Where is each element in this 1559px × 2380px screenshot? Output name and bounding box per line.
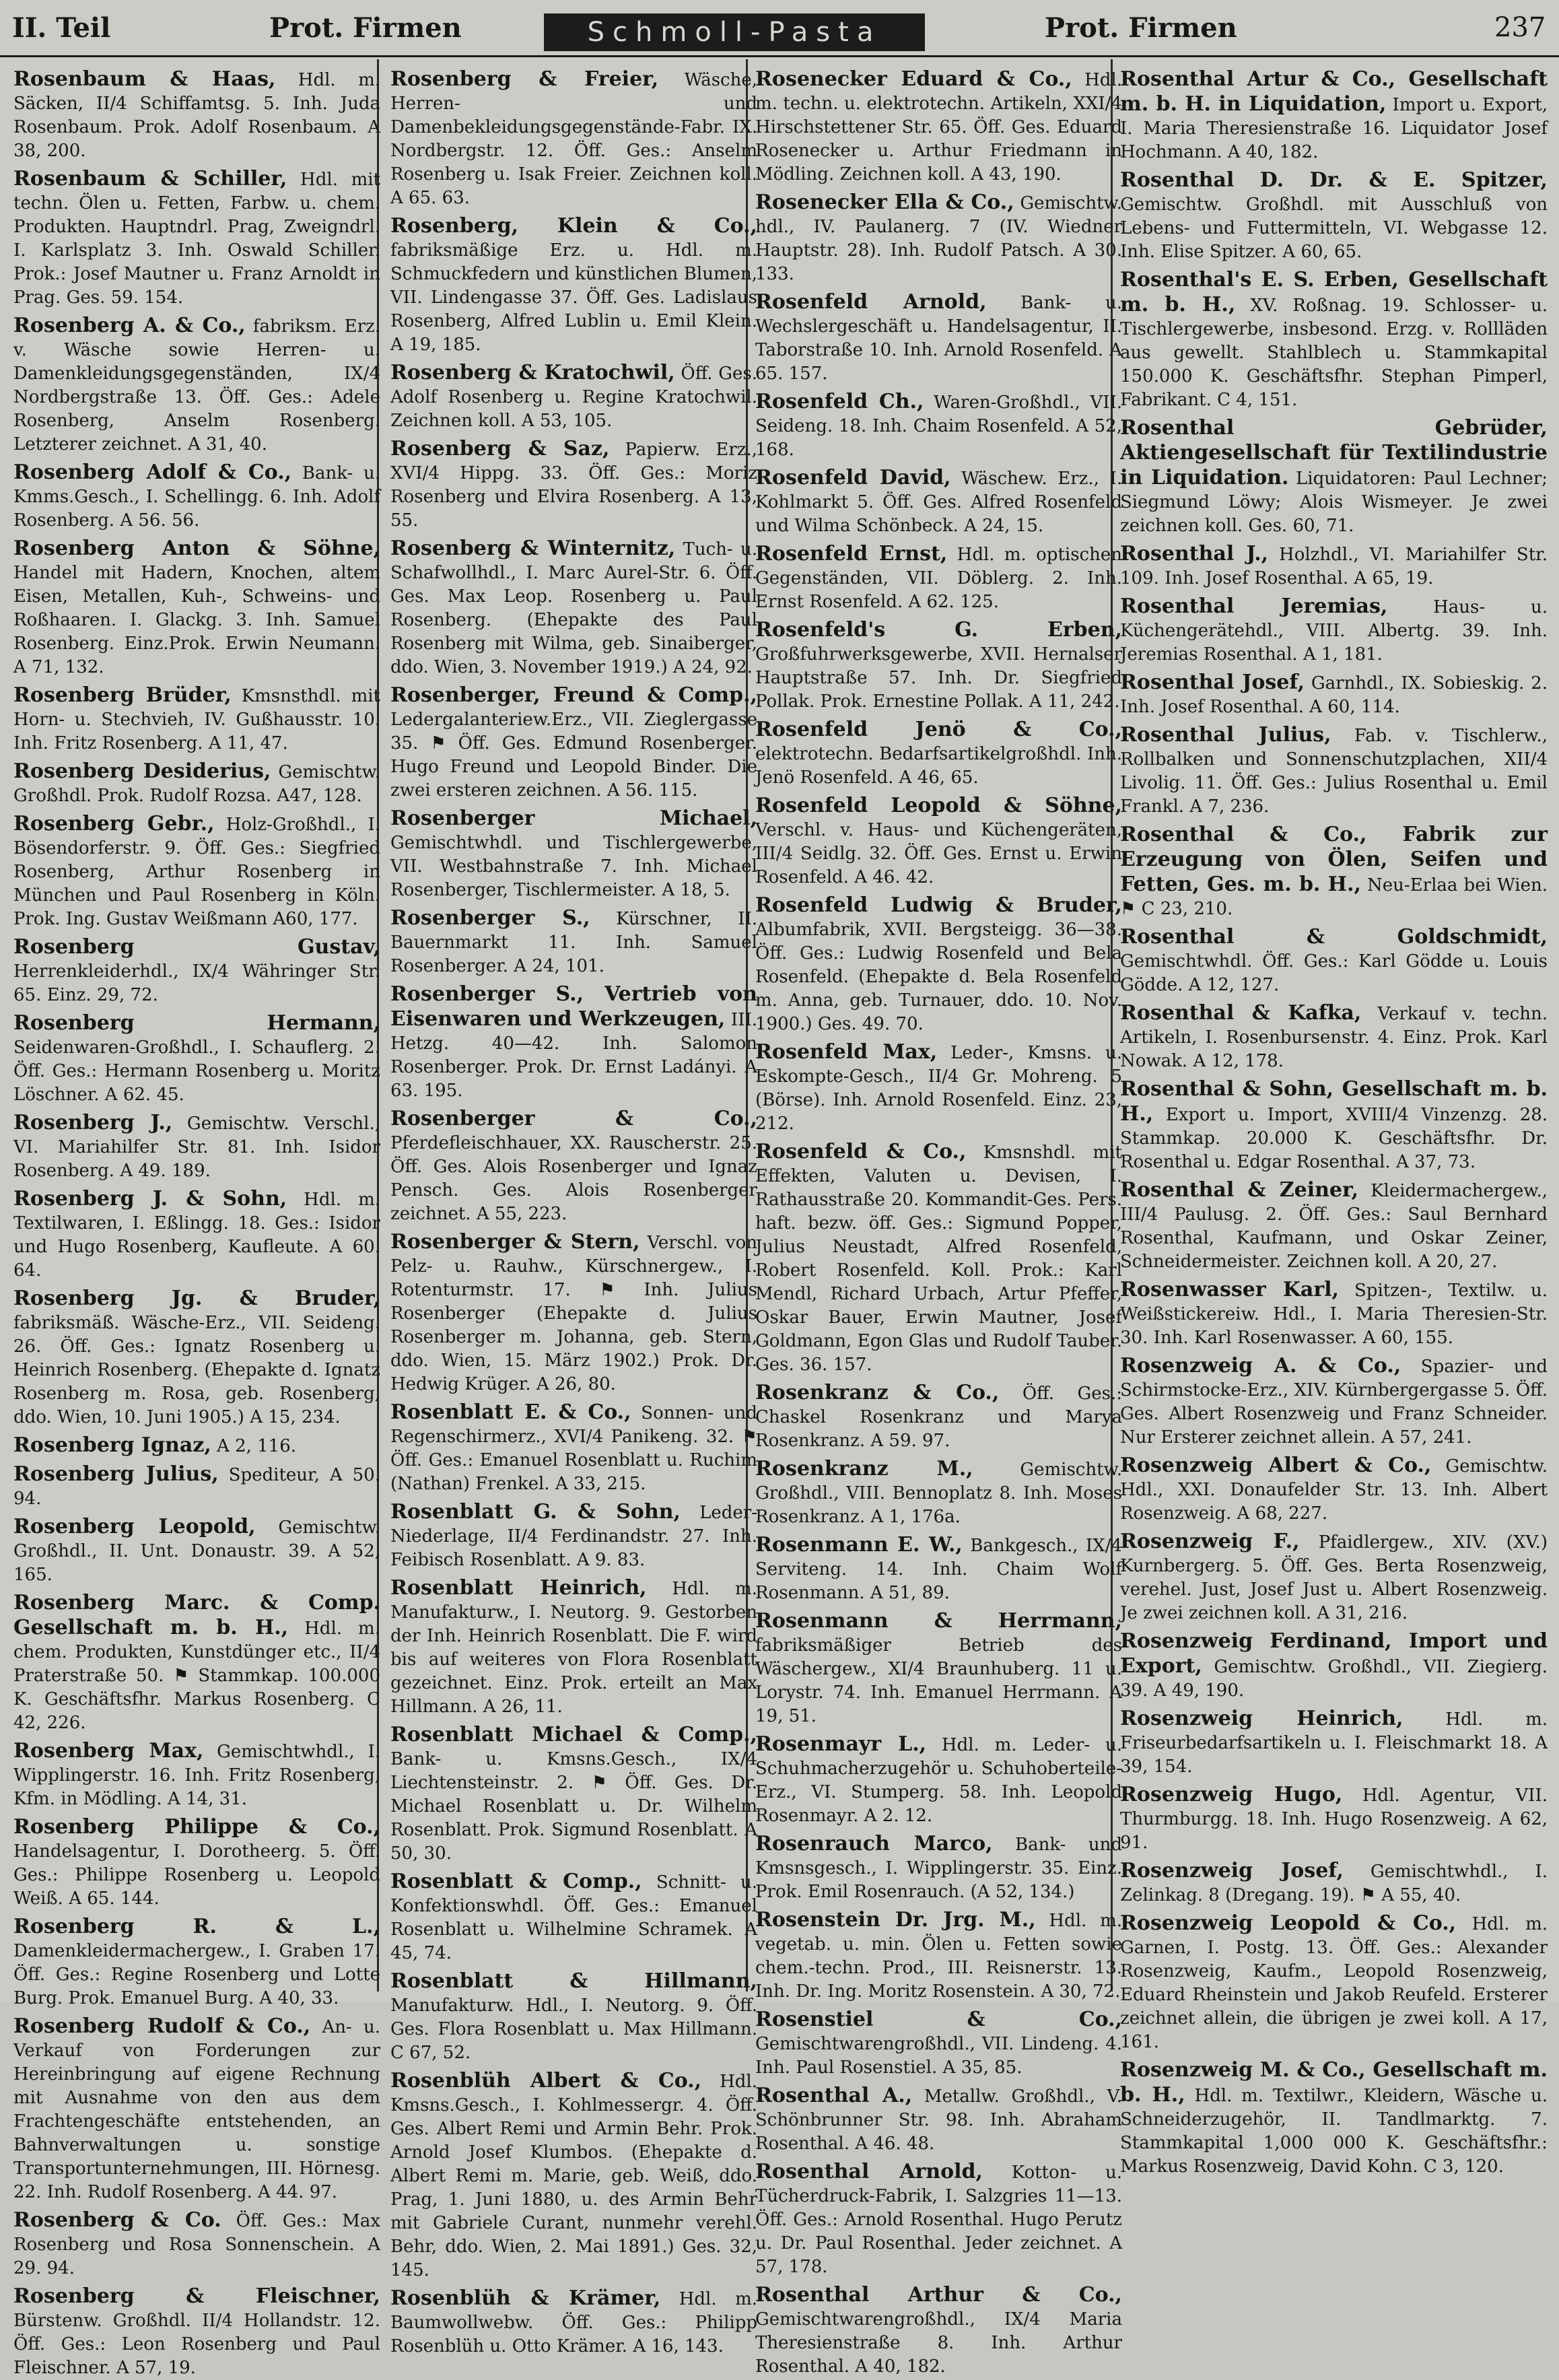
firm-details: Gemischtwhdl., I. Zelinkag. 8 (Dregang. 19). ⚑ A 55, 40. — [1120, 1862, 1548, 1905]
firm-name: Rosenzweig Leopold & Co., — [1120, 1911, 1457, 1935]
directory-entry — [755, 2008, 1122, 2080]
firm-details: Gemischtw. hdl., IV. Paulanerg. 7 (IV. Wiedner Hauptstr. 28). Inh. Rudolf Patsch. A 30. 133. — [755, 193, 1122, 284]
firm-name: Rosenthal & Sohn, Gesellschaft m. b. H., — [1120, 1077, 1548, 1126]
firm-details: Holz-Großhdl., I. Bösendorferstr. 9. Öff. Ges.: Siegfried Rosenberg, Arthur Rosenberg in München und Paul Rosenberg in Köln. Prok. Ing. Gustav Weißmann A60, 177. — [13, 815, 380, 929]
firm-details: Seidenwaren-Großhdl., I. Schauflerg. 2. Öff. Ges.: Hermann Rosenberg u. Moritz Löschner. A 62. 45. — [13, 1038, 380, 1105]
firm-name: Rosenberg, Klein & Co., — [390, 214, 757, 238]
firm-name: Rosenstiel & Co., — [755, 2008, 1122, 2031]
firm-details: Gemischtw. Großhdl., VII. Ziegierg. 39. A 49, 190. — [1120, 1657, 1548, 1701]
firm-name: Rosenberg J. & Sohn, — [13, 1187, 287, 1211]
firm-name: Rosenberg Desiderius, — [13, 759, 271, 783]
firm-details: Hdl. m. Baumwollwebw. Öff. Ges.: Philipp Rosenblüh u. Otto Krämer. A 16, 143. — [390, 2289, 757, 2356]
directory-entry — [390, 1400, 757, 1496]
directory-entry — [13, 759, 380, 808]
directory-entry — [1120, 1911, 1548, 2054]
firm-details: Großfuhrwerksgewerbe, XVII. Hernalser Hauptstraße 57. Inh. Dr. Siegfried Pollak. Prok. Ernestine Pollak. A 11, 242. — [755, 644, 1122, 712]
directory-entry — [390, 67, 757, 210]
directory-entry — [13, 2014, 380, 2204]
firm-details: Gemischtw. Verschl., VI. Mariahilfer Str. 81. Inh. Isidor Rosenberg. A 49. 189. — [13, 1114, 380, 1181]
directory-entry — [13, 935, 380, 1007]
firm-details: Hdl. m. vegetab. u. min. Ölen u. Fetten sowie chem.-techn. Prod., III. Reisnerstr. 13. Inh. Dr. Ing. Moritz Rosenstein. A 30, 72. — [755, 1911, 1122, 2002]
firm-details: Spitzen-, Textilw. u. Weißstickereiw. Hdl., I. Maria Theresien-Str. 30. Inh. Karl Rosenwasser. A 60, 155. — [1120, 1281, 1548, 1348]
firm-name: Rosenberg Adolf & Co., — [13, 461, 292, 484]
firm-name: Rosenmann & Herrmann, — [755, 1609, 1122, 1633]
directory-entry — [13, 1187, 380, 1283]
directory-entry — [1120, 1001, 1548, 1073]
directory-entry — [13, 1111, 380, 1183]
firm-name: Rosenblüh Albert & Co., — [390, 2069, 702, 2093]
firm-details: Damenkleidermachergew., I. Graben 17. Öff. Ges.: Regine Rosenberg und Lotte Burg. Prok. Emanuel Burg. A 40, 33. — [13, 1941, 380, 2008]
firm-name: Rosenberg & Fleischner, — [13, 2284, 380, 2308]
firm-name: Rosenberg J., — [13, 1111, 173, 1134]
firm-details: Albumfabrik, XVII. Bergsteigg. 36—38. Öff. Ges.: Ludwig Rosenfeld und Bela Rosenfeld. (Ehepakte d. Bela Rosenfeld m. Anna, geb. Turnauer, ddo. 10. Nov. 1900.) Ges. 49. 70. — [755, 920, 1122, 1034]
firm-name: Rosenfeld's G. Erben, — [755, 618, 1122, 642]
firm-details: Spediteur, A 50. 94. — [13, 1465, 380, 1509]
directory-entry — [755, 67, 1122, 186]
firm-details: Hdl. m. Garnen, I. Postg. 13. Öff. Ges.: Alexander Rosenzweig, Kaufm., Leopold Rosenzweig, Eduard Rheinstein und Jakob Reufeld. Ersterer zeichnet allein, die übrigen je zwei koll. A 17, 161. — [1120, 1914, 1548, 2052]
firm-details: Leder-Niederlage, II/4 Ferdinandstr. 27. Inh. Feibisch Rosenblatt. A 9. 83. — [390, 1503, 757, 1570]
firm-name: Rosenfeld Ernst, — [755, 542, 948, 566]
firm-name: Rosenzweig A. & Co., — [1120, 1354, 1401, 1378]
firm-details: Kotton- u. Tücherdruck-Fabrik, I. Salzgries 11—13. Öff. Ges.: Arnold Rosenthal. Hugo Perutz u. Dr. Paul Rosenthal. Jeder zeichnet. A 57, 178. — [755, 2163, 1122, 2277]
firm-details: Holzhdl., VI. Mariahilfer Str. 109. Inh. Josef Rosenthal. A 65, 19. — [1120, 545, 1548, 588]
firm-name: Rosenrauch Marco, — [755, 1832, 993, 1856]
firm-details: Wäsche, Herren- und Damenbekleidungsgegenstände-Fabr. IX. Nordbergstr. 12. Öff. Ges.: Anselm Rosenberg u. Isak Freier. Zeichnen koll. A 65. 63. — [390, 70, 757, 208]
firm-details: Hdl. m. Friseurbedarfsartikeln u. I. Fleischmarkt 18. A 39, 154. — [1120, 1709, 1548, 1777]
directory-entry — [390, 1230, 757, 1396]
firm-details: Schnitt- u. Konfektionswhdl. Öff. Ges.: Emanuel Rosenblatt u. Wilhelmine Schramek. A 45, 74. — [390, 1872, 757, 1963]
firm-name: Rosenberg & Co. — [13, 2208, 221, 2232]
directory-entry — [13, 1011, 380, 1107]
firm-name: Rosenberg Marc. & Comp. Gesellschaft m. b. H., — [13, 1591, 380, 1639]
firm-details: Kürschner, II. Bauernmarkt 11. Inh. Samuel Rosenberger. A 24, 101. — [390, 909, 757, 976]
firm-name: Rosenberg Brüder, — [13, 683, 232, 707]
firm-name: Rosenberg R. & L., — [13, 1915, 380, 1938]
firm-name: Rosenberger & Co., — [390, 1107, 757, 1130]
firm-details: Gemischtw. Großhdl., VIII. Bennoplatz 8. Inh. Moses Rosenkranz. A 1, 176a. — [755, 1460, 1122, 1527]
firm-name: Rosenfeld Ludwig & Bruder, — [755, 893, 1122, 917]
firm-details: Garnhdl., IX. Sobieskig. 2. Inh. Josef Rosenthal. A 60, 114. — [1120, 673, 1548, 717]
firm-details: Metallw. Großhdl., V. Schönbrunner Str. 98. Inh. Abraham Rosenthal. A 46. 48. — [755, 2086, 1123, 2154]
firm-details: Pferdefleischhauer, XX. Rauscherstr. 25. Öff. Ges. Alois Rosenberger und Ignaz Pensch. Ges. Alois Rosenberger zeichnet. A 55, 223. — [390, 1133, 757, 1224]
firm-name: Rosenblatt Heinrich, — [390, 1576, 647, 1600]
firm-name: Rosenzweig Hugo, — [1120, 1783, 1343, 1806]
firm-details: Öff. Ges. Adolf Rosenberg u. Regine Kratochwil. Zeichnen koll. A 53, 105. — [390, 364, 758, 431]
firm-details: Herrenkleiderhdl., IX/4 Währinger Str. 65. Einz. 29, 72. — [13, 961, 380, 1005]
firm-name: Rosenthal's E. S. Erben, Gesellschaft m. b. H., — [1120, 268, 1548, 316]
directory-entry — [13, 1815, 380, 1911]
firm-details: Hdl. mit techn. Ölen u. Fetten, Farbw. u. chem. Produkten. Hauptndrl. Prag, Zweigndrl. I. Karlsplatz 3. Inh. Oswald Schiller. Prok.: Josef Mautner u. Franz Arnoldt in Prag. Ges. 59. 154. — [13, 170, 380, 308]
directory-entry — [390, 537, 757, 679]
firm-details: Papierw. Erz., XVI/4 Hippg. 33. Öff. Ges.: Moriz Rosenberg und Elvira Rosenberg. A 13, 55. — [390, 440, 757, 531]
directory-entry — [755, 1908, 1122, 2004]
directory-entry — [755, 1732, 1122, 1828]
firm-details: elektrotechn. Bedarfsartikelgroßhdl. Inh. Jenö Rosenfeld. A 46, 65. — [755, 744, 1122, 788]
firm-details: Neu-Erlaa bei Wien. ⚑ C 23, 210. — [1120, 875, 1548, 919]
firm-name: Rosenberg Gustav, — [13, 935, 380, 959]
firm-name: Rosenmann E. W., — [755, 1533, 963, 1557]
directory-entry — [1120, 671, 1548, 719]
firm-details: Öff. Ges.: Max Rosenberg und Rosa Sonnenschein. A 29. 94. — [13, 2211, 380, 2278]
firm-name: Rosenkranz & Co., — [755, 1381, 1000, 1404]
directory-entry — [755, 390, 1122, 462]
firm-details: Wäschew. Erz., I. Kohlmarkt 5. Öff. Ges. Alfred Rosenfeld und Wilma Schönbeck. A 24, 15. — [755, 469, 1122, 536]
firm-details: Bank- u. Wechslergeschäft u. Handelsagentur, II. Taborstraße 10. Inh. Arnold Rosenfeld. A 65. 157. — [755, 293, 1122, 384]
directory-entry — [13, 683, 380, 755]
directory-entry — [755, 1381, 1122, 1453]
directory-entry — [390, 982, 757, 1103]
firm-name: Rosenbaum & Schiller, — [13, 167, 287, 191]
firm-name: Rosenblatt E. & Co., — [390, 1400, 631, 1424]
firm-details: Gemischtwarengroßhdl., IX/4 Maria Theresienstraße 8. Inh. Arthur Rosenthal. A 40, 182. — [755, 2309, 1122, 2377]
directory-entry — [1120, 67, 1548, 164]
firm-details: Verkauf v. techn. Artikeln, I. Rosenbursenstr. 4. Einz. Prok. Karl Nowak. A 12, 178. — [1120, 1004, 1548, 1071]
firm-name: Rosenzweig Albert & Co., — [1120, 1454, 1432, 1477]
directory-entry — [755, 618, 1122, 714]
firm-details: Gemischtw. Großhdl. Prok. Rudolf Rozsa. A47, 128. — [13, 762, 380, 806]
firm-name: Rosenberg & Kratochwil, — [390, 361, 675, 384]
firm-name: Rosenberg Rudolf & Co., — [13, 2014, 311, 2038]
firm-details: Pfaidlergew., XIV. (XV.) Kurnbergerg. 5. Öff. Ges. Berta Rosenzweig, verehel. Just, Josef Just u. Albert Rosenzweig. Je zwei zeichnen koll. A 31, 216. — [1120, 1532, 1548, 1623]
firm-details: Bürstenw. Großhdl. II/4 Hollandstr. 12. Öff. Ges.: Leon Rosenberg und Paul Fleischner. A 57, 19. — [13, 2311, 380, 2378]
firm-details: Gemischtwhdl. Öff. Ges.: Karl Gödde u. Louis Gödde. A 12, 127. — [1120, 951, 1548, 995]
directory-entry — [13, 1591, 380, 1735]
firm-details: Bank- und Kmsnsgesch., I. Wipplingerstr. 35. Einz. Prok. Emil Rosenrauch. (A 52, 134.) — [755, 1835, 1122, 1902]
directory-entry — [390, 2286, 757, 2358]
directory-entry — [390, 2069, 757, 2282]
firm-name: Rosenmayr L., — [755, 1732, 927, 1756]
firm-details: An- u. Verkauf von Forderungen zur Hereinbringung auf eigene Rechnung mit Ausnahme von den aus dem Frachtengeschäfte entstehenden, an Bahnverwaltungen u. sonstige Transportunternehmungen, III. Hörnesg. 22. Inh. Rudolf Rosenberg. A 44. 97. — [13, 2017, 380, 2202]
directory-entry — [1120, 723, 1548, 819]
firm-details: Hdl. m. Textilwaren, I. Eßlingg. 18. Ges.: Isidor und Hugo Rosenberg, Kaufleute. A 60. 64. — [13, 1190, 380, 1281]
firm-name: Rosenfeld & Co., — [755, 1140, 967, 1163]
firm-name: Rosenfeld Max, — [755, 1040, 938, 1064]
directory-entry — [13, 67, 380, 163]
firm-details: Tuch- u. Schafwollhdl., I. Marc Aurel-Str. 6. Öff. Ges. Max Leop. Rosenberg u. Paul Rosenberg. (Ehepakte des Paul Rosenberg mit Wilma, geb. Sinaiberger, ddo. Wien, 3. November 1919.) A 24, 92. — [390, 539, 757, 677]
firm-name: Rosenzweig Ferdinand, Import und Export, — [1120, 1629, 1548, 1678]
directory-entry — [13, 1433, 380, 1458]
firm-name: Rosenthal Jeremias, — [1120, 594, 1388, 618]
directory-entry — [1120, 1783, 1548, 1855]
directory-entry — [1120, 1178, 1548, 1274]
firm-details: Liquidatoren: Paul Lechner; Siegmund Löwy; Alois Wismeyer. Je zwei zeichnen koll. Ges. 60, 71. — [1120, 469, 1548, 536]
directory-entry — [1120, 168, 1548, 264]
directory-entry — [1120, 1454, 1548, 1526]
firm-name: Rosenfeld Ch., — [755, 390, 924, 413]
firm-name: Rosenthal Artur & Co., Gesellschaft m. b. H. in Liquidation, — [1120, 67, 1548, 116]
firm-name: Rosenberg Gebr., — [13, 812, 215, 836]
firm-details: Hdl. Kmsns.Gesch., I. Kohlmessergr. 4. Öff. Ges. Albert Remi und Armin Behr. Prok. Arnold Josef Klumbos. (Ehepakte d. Albert Remi m. Marie, geb. Weiß, ddo. Prag, 1. Juni 1880, u. des Armin Behr mit Gabriele Curant, nunmehr verehl. Behr, ddo. Wien, 2. Mai 1891.) Ges. 32, 145. — [390, 2072, 757, 2280]
firm-details: Fab. v. Tischlerw., Rollbalken und Sonnenschutzplachen, XII/4 Livolig. 11. Öff. Ges.: Julius Rosenthal u. Emil Frankl. A 7, 236. — [1120, 726, 1548, 817]
firm-details: XV. Roßnag. 19. Schlosser- u. Tischlergewerbe, insbesond. Erzg. v. Rollläden aus gewellt. Stahlblech u. Stammkapital 150.000 K. Geschäftsfhr. Stephan Pimperl, Fabrikant. C 4, 151. — [1120, 296, 1548, 410]
firm-details: Haus- u. Küchengerätehdl., VIII. Albertg. 39. Inh. Jeremias Rosenthal. A 1, 181. — [1120, 597, 1548, 665]
firm-details: Hdl. m. techn. u. elektrotechn. Artikeln, XXI/4 Hirschstettener Str. 65. Öff. Ges. Eduard Rosenecker u. Arthur Friedmann in Mödling. Zeichnen koll. A 43, 190. — [755, 70, 1122, 184]
firm-name: Rosenberg & Winternitz, — [390, 537, 676, 560]
firm-name: Rosenthal Arnold, — [755, 2160, 983, 2183]
directory-entry — [755, 191, 1122, 286]
directory-entry — [1120, 2058, 1548, 2179]
firm-details: Handel mit Hadern, Knochen, altem Eisen, Metallen, Kuh-, Schweins- und Roßhaaren. I. Glackg. 3. Inh. Samuel Rosenberg. Einz.Prok. Erwin Neumann. A 71, 132. — [13, 563, 380, 677]
directory-entry — [13, 167, 380, 310]
firm-details: Manufakturw. Hdl., I. Neutorg. 9. Öff. Ges. Flora Rosenblatt u. Max Hillmann. C 67, 52. — [390, 1996, 757, 2063]
firm-details: Gemischtwarengroßhdl., VII. Lindeng. 4. Inh. Paul Rosenstiel. A 35, 85. — [755, 2034, 1122, 2078]
directory-entry — [13, 1515, 380, 1587]
firm-name: Rosenthal & Co., Fabrik zur Erzeugung von Ölen, Seifen und Fetten, Ges. m. b. H., — [1120, 823, 1548, 896]
firm-details: Import u. Export, I. Maria Theresienstraße 16. Liquidator Josef Hochmann. A 40, 182. — [1120, 95, 1548, 162]
directory-column-3 — [755, 67, 1123, 2377]
firm-name: Rosenberg Julius, — [13, 1462, 219, 1486]
page-number: 237 — [1494, 12, 1546, 43]
firm-name: Rosenblatt Michael & Comp., — [390, 1723, 757, 1746]
firm-name: Rosenberg Philippe & Co., — [13, 1815, 380, 1839]
directory-entry — [755, 893, 1122, 1036]
directory-entry — [1120, 1077, 1548, 1174]
firm-name: Rosenfeld Jenö & Co., — [755, 718, 1122, 741]
directory-entry — [13, 2208, 380, 2280]
firm-details: Gemischtwhdl., I. Wipplingerstr. 16. Inh. Fritz Rosenberg, Kfm. in Mödling. A 14, 31. — [13, 1742, 380, 1809]
directory-entry — [755, 1140, 1122, 1377]
directory-entry — [755, 1609, 1122, 1728]
directory-entry — [755, 794, 1122, 889]
directory-entry — [1120, 268, 1548, 412]
directory-entry — [755, 1832, 1122, 1904]
firm-name: Rosenthal & Kafka, — [1120, 1001, 1362, 1025]
firm-name: Rosenberger, Freund & Comp., — [390, 683, 757, 707]
directory-column-2 — [390, 67, 758, 2356]
firm-name: Rosenbaum & Haas, — [13, 67, 276, 91]
directory-entry — [755, 290, 1122, 386]
firm-details: fabriksmäßiger Betrieb des Wäschergew., XI/4 Braunhuberg. 11 u. Lorystr. 74. Inh. Emanuel Herrmann. A 19, 51. — [755, 1635, 1122, 1726]
firm-details: Leder-, Kmsns. u. Eskompte-Gesch., II/4 Gr. Mohreng. 5 (Börse). Inh. Arnold Rosenfeld. Einz. 23, 212. — [755, 1043, 1122, 1134]
firm-name: Rosenthal Julius, — [1120, 723, 1331, 747]
firm-details: Gemischtw. Großhdl., II. Unt. Donaustr. 39. A 52, 165. — [13, 1518, 380, 1585]
firm-name: Rosenberg & Saz, — [390, 437, 610, 461]
directory-entry — [390, 906, 757, 978]
directory-entry — [1120, 542, 1548, 590]
firm-name: Rosenblatt G. & Sohn, — [390, 1500, 681, 1524]
firm-details: Kleidermachergew., III/4 Paulusg. 2. Öff. Ges.: Saul Bernhard Rosenthal, Kaufmann, und Oskar Zeiner, Schneidermeister. Zeichnen koll. A 20, 27. — [1120, 1181, 1548, 1272]
firm-details: Hdl. m. Textilwr., Kleidern, Wäsche u. Schneiderzugehör, II. Tandlmarktg. 7. Stammkapital 1,000 000 K. Geschäftsfhr.: Markus Rosenzweig, David Kohn. C 3, 120. — [1120, 2086, 1548, 2177]
firm-name: Rosenthal & Zeiner, — [1120, 1178, 1359, 1202]
firm-details: fabriksmäß. Wäsche-Erz., VII. Seideng. 26. Öff. Ges.: Ignatz Rosenberg u. Heinrich Rosenberg. (Ehepakte d. Ignatz Rosenberg m. Rosa, geb. Rosenberg, ddo. Wien, 10. Juni 1905.) A 15, 234. — [13, 1313, 380, 1427]
firm-name: Rosenthal Gebrüder, Aktiengesellschaft für Textilindustrie in Liquidation. — [1120, 416, 1548, 489]
firm-name: Rosenzweig Heinrich, — [1120, 1707, 1404, 1730]
firm-details: III. Hetzg. 40—42. Inh. Salomon Rosenberger. Prok. Dr. Ernst Ladányi. A 63. 195. — [390, 1010, 758, 1101]
firm-details: Verschl. v. Haus- und Küchengeräten, III/4 Seidlg. 32. Öff. Ges. Ernst u. Erwin Rosenfeld. A 46. 42. — [755, 820, 1122, 887]
firm-name: Rosenecker Ella & Co., — [755, 191, 1014, 214]
firm-details: Bankgesch., IX/4 Serviteng. 14. Inh. Chaim Wolf Rosenmann. A 51, 89. — [755, 1536, 1122, 1603]
firm-details: Waren-Großhdl., VII. Seideng. 18. Inh. Chaim Rosenfeld. A 52, 168. — [755, 393, 1122, 460]
firm-details: Hdl. m. Leder- u. Schuhmacherzugehör u. Schuhoberteile-Erz., VI. Stumperg. 58. Inh. Leopold Rosenmayr. A 2. 12. — [755, 1735, 1123, 1826]
firm-name: Rosenwasser Karl, — [1120, 1278, 1339, 1301]
page-header — [0, 0, 1559, 57]
directory-entry — [755, 2084, 1122, 2156]
firm-name: Rosenberg Jg. & Bruder, — [13, 1287, 380, 1310]
firm-details: Spazier- und Schirmstocke-Erz., XIV. Kürnbergergasse 5. Öff. Ges. Albert Rosenzweig und Franz Schneider. Nur Ersterer zeichnet allein. A 57, 241. — [1120, 1357, 1548, 1448]
directory-entry — [13, 537, 380, 679]
firm-details: fabriksm. Erz. v. Wäsche sowie Herren- u. Damenkleidungsgegenständen, IX/4 Nordbergstraße 13. Öff. Ges.: Adele Rosenberg, Anselm Rosenberg. Letzterer zeichnet. A 31, 40. — [13, 316, 380, 454]
directory-entry — [755, 2283, 1122, 2379]
firm-details: Handelsagentur, I. Dorotheerg. 5. Öff. Ges.: Philippe Rosenberg u. Leopold Weiß. A 65. 144. — [13, 1841, 380, 1909]
firm-details: Hdl. Agentur, VII. Thurmburgg. 18. Inh. Hugo Rosenzweig. A 62, 91. — [1120, 1786, 1548, 1853]
firm-details: Sonnen- und Regenschirmerz., XVI/4 Panikeng. 32. ⚑ Öff. Ges.: Emanuel Rosenblatt u. Ruchim (Nathan) Frenkel. A 33, 215. — [390, 1403, 758, 1494]
directory-entry — [755, 718, 1122, 790]
firm-name: Rosenberger S., — [390, 906, 590, 930]
directory-entry — [755, 1040, 1122, 1136]
directory-column-4 — [1120, 67, 1548, 2177]
directory-entry — [13, 1462, 380, 1511]
firm-details: Hdl. m. Säcken, II/4 Schiffamtsg. 5. Inh. Juda Rosenbaum. Prok. Adolf Rosenbaum. A 38, 200. — [13, 70, 380, 161]
directory-entry — [390, 1723, 757, 1866]
directory-entry — [1120, 925, 1548, 997]
firm-details: Verschl. von Pelz- u. Rauhw., Kürschnergew., I. Rotenturmstr. 17. ⚑ Inh. Julius Rosenberger (Ehepakte d. Julius Rosenberger m. Johanna, geb. Stern, ddo. Wien, 15. März 1902.) Prok. Dr. Hedwig Krüger. A 26, 80. — [390, 1233, 757, 1394]
directory-entry — [755, 2160, 1122, 2279]
firm-name: Rosenberg Hermann, — [13, 1011, 380, 1035]
firm-name: Rosenblatt & Comp., — [390, 1870, 642, 1893]
directory-entry — [755, 1533, 1122, 1605]
firm-details: Kmsnshdl. mit Effekten, Valuten u. Devisen, I. Rathausstraße 20. Kommandit-Ges. Pers. haft. bezw. öff. Ges.: Sigmund Popper, Julius Neustadt, Alfred Rosenfeld, Robert Rosenfeld. Koll. Prok.: Karl Mendl, Richard Urbach, Artur Pfeffer, Oskar Bauer, Erwin Mautner, Josef Goldmann, Egon Glas und Rudolf Tauber. Ges. 36. 157. — [755, 1143, 1122, 1375]
firm-name: Rosenthal D. Dr. & E. Spitzer, — [1120, 168, 1548, 192]
firm-name: Rosenecker Eduard & Co., — [755, 67, 1072, 91]
directory-entry — [13, 812, 380, 931]
firm-name: Rosenberger & Stern, — [390, 1230, 640, 1254]
section-title-right: Prot. Firmen — [1045, 12, 1237, 44]
directory-entry — [13, 1287, 380, 1429]
firm-details: Gemischtw. Großhdl. mit Ausschluß von Lebens- und Futtermitteln, VI. Webgasse 12. Inh. Elise Spitzer. A 60, 65. — [1120, 195, 1548, 262]
directory-entry — [13, 314, 380, 456]
firm-details: Export u. Import, XVIII/4 Vinzenzg. 28. Stammkap. 20.000 K. Geschäftsfhr. Dr. Rosenthal u. Edgar Rosenthal. A 37, 73. — [1120, 1105, 1548, 1172]
firm-name: Rosenberg Ignaz, — [13, 1433, 211, 1457]
firm-details: Kmsnsthdl. mit Horn- u. Stechvieh, IV. Gußhausstr. 10. Inh. Fritz Rosenberg. A 11, 47. — [13, 686, 381, 753]
firm-details: Gemischtw. Hdl., XXI. Donaufelder Str. 13. Inh. Albert Rosenzweig. A 68, 227. — [1120, 1456, 1548, 1524]
firm-name: Rosenthal J., — [1120, 542, 1269, 566]
firm-name: Rosenthal Josef, — [1120, 671, 1305, 694]
firm-details: Bank- u. Kmsns.Gesch., IX/4 Liechtensteinstr. 2. ⚑ Öff. Ges. Dr. Michael Rosenblatt u. Dr. Wilhelm Rosenblatt. Prok. Sigmund Rosenblatt. A 50, 30. — [390, 1749, 757, 1864]
directory-entry — [1120, 823, 1548, 921]
directory-entry — [755, 466, 1122, 538]
directory-entry — [755, 1457, 1122, 1529]
firm-name: Rosenblüh & Krämer, — [390, 2286, 661, 2310]
directory-entry — [390, 214, 757, 357]
directory-entry — [1120, 1859, 1548, 1907]
firm-name: Rosenberger Michael, — [390, 807, 757, 830]
firm-name: Rosenstein Dr. Jrg. M., — [755, 1908, 1036, 1932]
firm-name: Rosenberg Anton & Söhne, — [13, 537, 380, 560]
firm-name: Rosenberger S., Vertrieb von Eisenwaren und Werkzeugen, — [390, 982, 757, 1031]
firm-details: A 2, 116. — [211, 1436, 297, 1456]
firm-name: Rosenthal & Goldschmidt, — [1120, 925, 1548, 949]
directory-entry — [755, 542, 1122, 614]
directory-entry — [390, 1107, 757, 1226]
directory-entry — [13, 1739, 380, 1811]
directory-entry — [390, 437, 757, 533]
directory-entry — [1120, 1530, 1548, 1625]
firm-name: Rosenfeld David, — [755, 466, 951, 489]
firm-name: Rosenberg & Freier, — [390, 67, 659, 91]
firm-name: Rosenthal A., — [755, 2084, 913, 2107]
firm-name: Rosenberg Max, — [13, 1739, 204, 1763]
firm-details: Ledergalanteriew.Erz., VII. Zieglergasse 35. ⚑ Öff. Ges. Edmund Rosenberger. Hugo Freund und Leopold Binder. Die zwei ersteren zeichnen. A 56. 115. — [390, 710, 757, 801]
directory-entry — [1120, 1278, 1548, 1350]
directory-entry — [1120, 1354, 1548, 1450]
directory-entry — [390, 683, 757, 803]
directory-entry — [1120, 1629, 1548, 1703]
firm-details: Hdl. m. optischen Gegenständen, VII. Döblerg. 2. Inh. Ernst Rosenfeld. A 62. 125. — [755, 545, 1122, 612]
firm-name: Rosenkranz M., — [755, 1457, 973, 1481]
firm-details: fabriksmäßige Erz. u. Hdl. m. Schmuckfedern und künstlichen Blumen, VII. Lindengasse 37. Öff. Ges. Ladislaus Rosenberg, Alfred Lublin u. Emil Klein. A 19, 185. — [390, 240, 757, 355]
firm-details: Hdl. m. chem. Produkten, Kunstdünger etc., II/4 Praterstraße 50. ⚑ Stammkap. 100.000 K. Geschäftsfhr. Markus Rosenberg. C 42, 226. — [13, 1619, 380, 1733]
section-title-left: Prot. Firmen — [269, 12, 462, 44]
firm-details: Bank- u. Kmms.Gesch., I. Schellingg. 6. Inh. Adolf Rosenberg. A 56. 56. — [13, 463, 380, 531]
directory-entry — [390, 1576, 757, 1719]
firm-name: Rosenberg A. & Co., — [13, 314, 246, 337]
directory-entry — [390, 1500, 757, 1572]
directory-entry — [1120, 1707, 1548, 1779]
advertisement-banner: Schmoll-Pasta — [544, 13, 925, 51]
directory-entry — [1120, 416, 1548, 538]
firm-details: Gemischtwhdl. und Tischlergewerbe, VII. Westbahnstraße 7. Inh. Michael Rosenberger, Tischlermeister. A 18, 5. — [390, 833, 757, 900]
firm-details: Hdl. m. Manufakturw., I. Neutorg. 9. Gestorben der Inh. Heinrich Rosenblatt. Die F. wird bis auf weiteres von Flora Rosenblatt gezeichnet. Einz. Prok. erteilt an Max Hillmann. A 26, 11. — [390, 1579, 757, 1717]
firm-name: Rosenzweig M. & Co., Gesellschaft m. b. H., — [1120, 2058, 1548, 2107]
part-label: II. Teil — [12, 12, 111, 44]
firm-name: Rosenzweig F., — [1120, 1530, 1300, 1553]
directory-entry — [1120, 594, 1548, 667]
directory-entry — [390, 361, 757, 433]
firm-name: Rosenthal Arthur & Co., — [755, 2283, 1122, 2307]
directory-entry — [13, 461, 380, 533]
directory-entry — [13, 2284, 380, 2380]
firm-name: Rosenblatt & Hillmann, — [390, 1969, 757, 1993]
directory-entry — [13, 1915, 380, 2010]
directory-entry — [390, 1870, 757, 1965]
firm-name: Rosenberg Leopold, — [13, 1515, 256, 1538]
directory-entry — [390, 807, 757, 902]
firm-name: Rosenfeld Arnold, — [755, 290, 987, 314]
directory-column-1 — [13, 67, 381, 2378]
firm-name: Rosenzweig Josef, — [1120, 1859, 1344, 1882]
directory-entry — [390, 1969, 757, 2065]
firm-details: Öff. Ges.: Chaskel Rosenkranz und Marya Rosenkranz. A 59. 97. — [755, 1384, 1122, 1451]
firm-name: Rosenfeld Leopold & Söhne, — [755, 794, 1122, 817]
